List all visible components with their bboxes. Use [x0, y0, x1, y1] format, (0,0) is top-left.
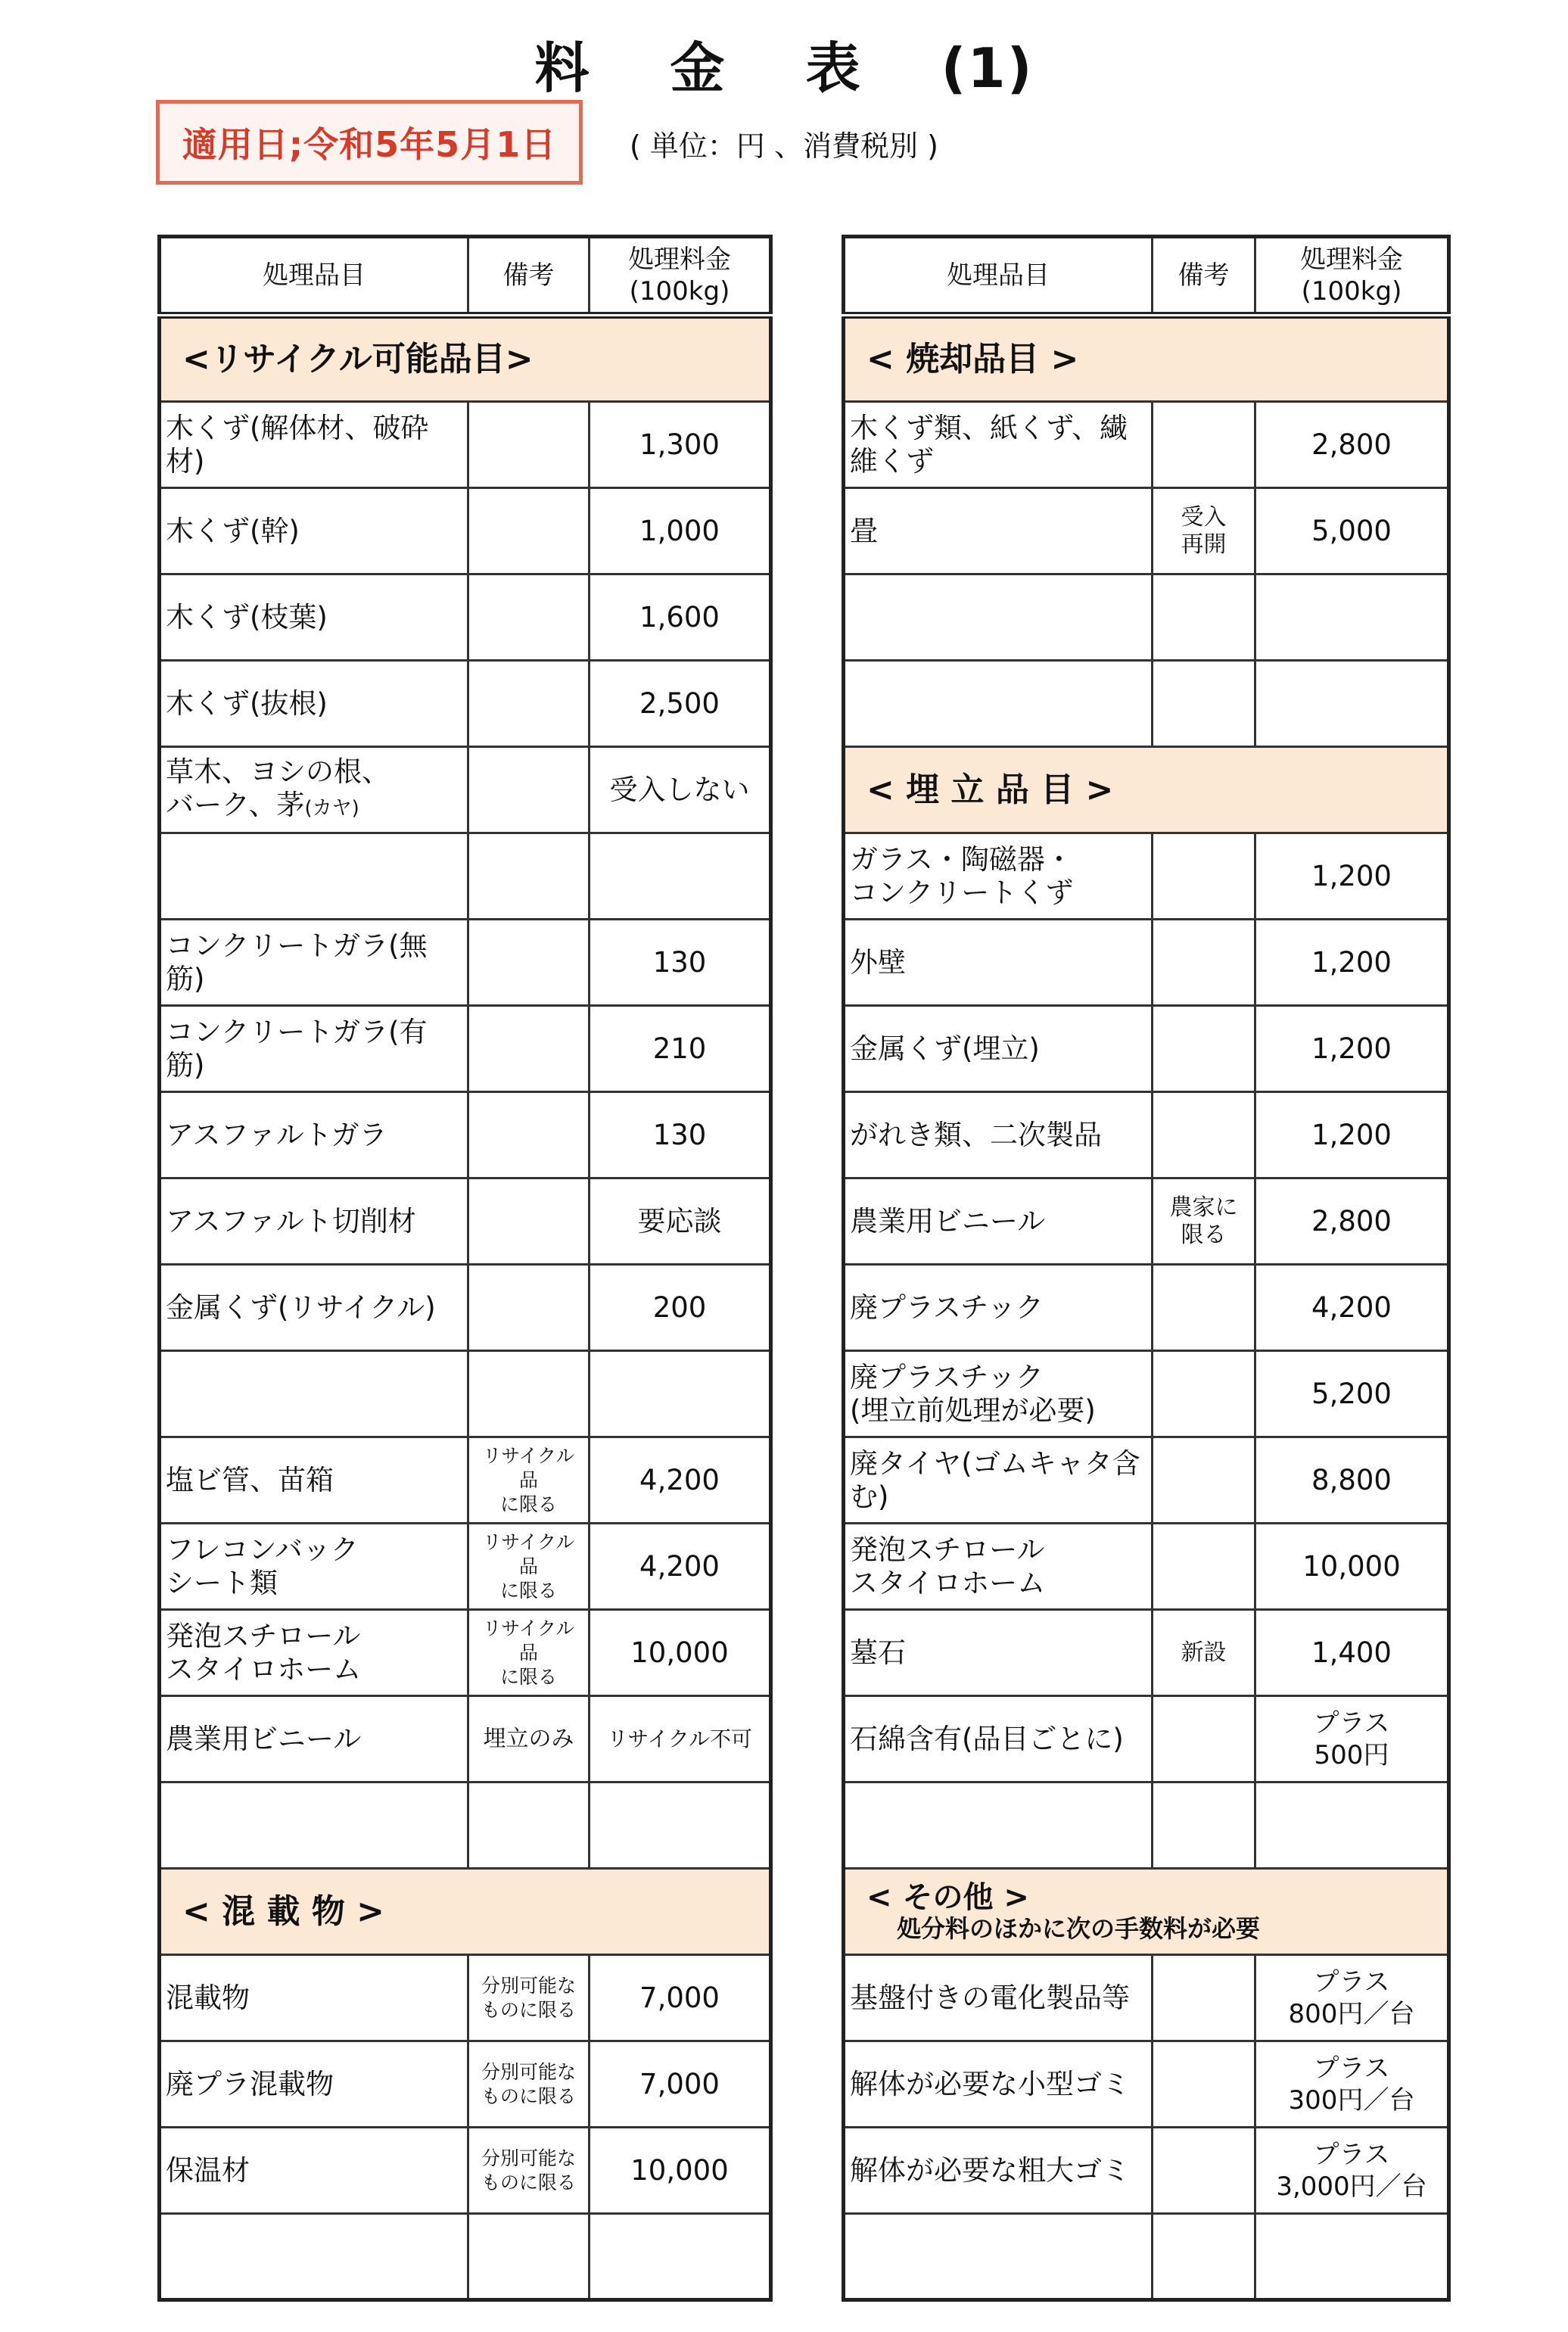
item-text: (埋立前処理が必要)	[850, 1393, 1096, 1427]
item-cell	[844, 1955, 1153, 2041]
price-text: 200	[652, 1291, 707, 1324]
table-row	[160, 920, 771, 1006]
price-text: 要応談	[637, 1204, 722, 1238]
item-cell	[160, 661, 468, 747]
item-cell	[160, 833, 468, 920]
price-text: 1,200	[1311, 859, 1392, 892]
item-cell	[160, 1610, 468, 1696]
section-other-title: < その他 >	[866, 1879, 1029, 1915]
note-cell	[468, 1006, 590, 1092]
item-cell	[844, 1696, 1153, 1782]
price-text: 5,200	[1311, 1377, 1392, 1410]
note-cell	[1153, 1006, 1255, 1092]
item-text: 木くず(解体材、破砕材)	[166, 411, 429, 478]
price-cell	[1255, 1696, 1449, 1782]
item-cell	[844, 574, 1153, 661]
item-text: 基盤付きの電化製品等	[850, 1981, 1130, 2014]
price-cell	[590, 1696, 771, 1782]
table-row	[844, 488, 1449, 574]
price-cell	[1255, 920, 1449, 1006]
table-row	[160, 2214, 771, 2300]
price-text: プラス	[1313, 2053, 1390, 2084]
item-text: 木くず(抜根)	[166, 687, 328, 720]
table-row	[160, 1092, 771, 1178]
table-row	[160, 833, 771, 920]
note-text: ものに限る	[481, 1998, 576, 2021]
item-cell	[844, 2128, 1153, 2214]
note-cell	[468, 1524, 590, 1610]
price-cell	[1255, 2214, 1449, 2300]
price-text: 1,000	[639, 514, 720, 547]
price-text: プラス	[1313, 1708, 1390, 1739]
section-incineration-title: < 焼却品目 >	[866, 340, 1079, 378]
item-text: 廃プラスチック	[850, 1291, 1044, 1324]
item-cell	[160, 1351, 468, 1437]
item-text: 農業用ビニール	[166, 1722, 362, 1755]
item-text: 木くず(幹)	[166, 514, 300, 547]
price-cell	[590, 661, 771, 747]
price-text: 130	[652, 945, 707, 979]
note-cell	[468, 1610, 590, 1696]
price-cell	[590, 1006, 771, 1092]
table-row	[844, 1955, 1449, 2041]
price-text: 10,000	[1302, 1549, 1401, 1583]
price-cell	[1255, 1610, 1449, 1696]
item-text: 金属くず(リサイクル)	[166, 1291, 436, 1324]
price-cell	[590, 1351, 771, 1437]
item-cell	[160, 402, 468, 488]
item-cell	[160, 920, 468, 1006]
note-text: に限る	[499, 1665, 557, 1688]
item-text: 保温材	[166, 2153, 250, 2187]
note-cell	[1153, 488, 1255, 574]
table-row	[160, 1006, 771, 1092]
header-price-label: 処理料金	[1300, 244, 1403, 275]
item-text: フレコンバック	[166, 1533, 359, 1566]
item-text: コンクリートくず	[850, 876, 1074, 909]
price-text: 800円／台	[1288, 1998, 1415, 2029]
table-row	[844, 2041, 1449, 2128]
price-text: 5,000	[1311, 514, 1392, 547]
note-cell	[1153, 661, 1255, 747]
note-text: ものに限る	[481, 2171, 576, 2193]
price-text: 2,500	[639, 687, 720, 720]
table-row	[844, 1782, 1449, 1869]
table-row	[844, 1006, 1449, 1092]
note-cell	[1153, 1437, 1255, 1524]
note-cell	[1153, 1610, 1255, 1696]
note-text: 農家に	[1169, 1194, 1238, 1221]
item-text: 草木、ヨシの根、	[166, 755, 390, 788]
item-text: シート類	[166, 1566, 278, 1599]
item-cell	[160, 488, 468, 574]
note-cell	[468, 1265, 590, 1351]
note-cell	[468, 747, 590, 833]
item-cell	[160, 2128, 468, 2214]
price-cell	[590, 1178, 771, 1265]
price-text: 210	[652, 1032, 707, 1065]
price-text: 300円／台	[1288, 2084, 1415, 2116]
table-row	[844, 1524, 1449, 1610]
item-cell	[844, 1092, 1153, 1178]
item-text: 廃プラスチック	[850, 1360, 1044, 1393]
table-row	[844, 1696, 1449, 1782]
section-recycle-title: <リサイクル可能品目>	[182, 340, 534, 378]
item-text: 畳	[850, 514, 878, 547]
note-cell	[468, 1782, 590, 1869]
table-row	[844, 2128, 1449, 2214]
note-text: リサイクル品	[482, 1530, 575, 1577]
price-table-left	[157, 235, 773, 2302]
note-text: 受入	[1181, 503, 1227, 531]
item-cell	[844, 920, 1153, 1006]
item-text: アスファルトガラ	[166, 1118, 387, 1151]
price-text: 7,000	[639, 1981, 720, 2014]
item-cell	[844, 1265, 1153, 1351]
note-cell	[1153, 1351, 1255, 1437]
item-cell	[160, 1524, 468, 1610]
note-text: 分別可能な	[481, 2147, 576, 2169]
section-incineration-row	[844, 316, 1449, 402]
note-cell	[468, 1178, 590, 1265]
note-cell	[468, 1351, 590, 1437]
price-text: 2,800	[1311, 428, 1392, 461]
price-cell	[590, 920, 771, 1006]
table-row	[844, 1610, 1449, 1696]
note-cell	[1153, 1782, 1255, 1869]
table-row	[844, 1437, 1449, 1524]
price-cell	[1255, 1524, 1449, 1610]
note-cell	[1153, 1092, 1255, 1178]
note-text: 新設	[1181, 1639, 1227, 1666]
item-cell	[844, 1006, 1153, 1092]
table-row	[160, 1524, 771, 1610]
note-cell	[468, 833, 590, 920]
item-cell	[160, 2041, 468, 2128]
item-text: ガラス・陶磁器・	[850, 842, 1073, 876]
price-cell	[1255, 1782, 1449, 1869]
section-other-subtitle: 処分料のほかに次の手数料が必要	[897, 1913, 1261, 1943]
price-cell	[1255, 574, 1449, 661]
price-cell	[590, 747, 771, 833]
item-cell	[844, 1178, 1153, 1265]
item-reading: (カヤ)	[304, 796, 359, 820]
note-cell	[468, 402, 590, 488]
header-row	[844, 237, 1449, 316]
table-row	[160, 1782, 771, 1869]
price-text: リサイクル不可	[606, 1726, 753, 1751]
item-text: 発泡スチロール	[850, 1533, 1045, 1566]
note-cell	[1153, 402, 1255, 488]
item-cell	[160, 1092, 468, 1178]
table-row	[160, 1351, 771, 1437]
item-cell	[160, 2214, 468, 2300]
item-cell	[844, 1524, 1153, 1610]
price-text: 1,200	[1311, 1118, 1392, 1151]
item-text: 木くず類、紙くず、繊維くず	[850, 411, 1128, 478]
table-row	[844, 574, 1449, 661]
item-cell	[160, 1265, 468, 1351]
price-cell	[1255, 2128, 1449, 2214]
item-text: 石綿含有(品目ごとに)	[850, 1722, 1124, 1755]
header-price	[590, 237, 771, 316]
price-cell	[1255, 1006, 1449, 1092]
note-text: リサイクル品	[482, 1617, 575, 1664]
item-text: 金属くず(埋立)	[850, 1032, 1040, 1065]
note-cell	[468, 1696, 590, 1782]
item-cell	[160, 1782, 468, 1869]
note-cell	[468, 920, 590, 1006]
header-item: 処理品目	[844, 237, 1153, 316]
item-cell	[160, 1955, 468, 2041]
price-text: 10,000	[630, 1636, 729, 1669]
note-cell	[468, 574, 590, 661]
price-text: 1,400	[1311, 1636, 1392, 1669]
header-row	[160, 237, 771, 316]
price-cell	[1255, 402, 1449, 488]
item-cell	[160, 1437, 468, 1524]
header-price-unit: (100kg)	[1301, 276, 1402, 307]
price-text: 受入しない	[609, 773, 750, 806]
table-row	[160, 747, 771, 833]
price-cell	[590, 2214, 771, 2300]
header-price-label: 処理料金	[628, 244, 731, 275]
page-title: 料 金 表 (1)	[534, 36, 1034, 100]
price-cell	[590, 1092, 771, 1178]
price-cell	[1255, 1092, 1449, 1178]
item-text: 木くず(枝葉)	[166, 600, 328, 634]
unit-note: ( 単位：円 、消費税別 )	[630, 129, 938, 163]
note-cell	[468, 1955, 590, 2041]
effective-date-stamp: 適用日;令和5年5月1日	[156, 100, 583, 185]
price-cell	[1255, 1351, 1449, 1437]
price-cell	[590, 1265, 771, 1351]
price-cell	[1255, 833, 1449, 920]
note-text: 再開	[1181, 531, 1227, 558]
note-cell	[1153, 2128, 1255, 2214]
item-text: がれき類、二次製品	[850, 1118, 1102, 1151]
item-cell	[844, 2041, 1153, 2128]
section-mixed-title: < 混 載 物 >	[182, 1891, 385, 1931]
price-cell	[1255, 1265, 1449, 1351]
note-text: 限る	[1181, 1221, 1227, 1248]
price-cell	[590, 574, 771, 661]
header-item: 処理品目	[160, 237, 468, 316]
section-landfill-title: < 埋 立 品 目 >	[866, 770, 1114, 809]
note-cell	[468, 1437, 590, 1524]
note-cell	[1153, 1265, 1255, 1351]
item-text: 外壁	[850, 945, 906, 979]
price-text: 1,200	[1311, 1032, 1392, 1065]
item-cell	[844, 488, 1153, 574]
note-text: 分別可能な	[481, 1974, 576, 1997]
price-cell	[1255, 1178, 1449, 1265]
price-text: 4,200	[1311, 1291, 1392, 1324]
table-row	[844, 661, 1449, 747]
section-mixed-row	[160, 1869, 771, 1955]
note-cell	[1153, 920, 1255, 1006]
item-text: コンクリートガラ(無筋)	[166, 929, 428, 995]
table-row	[160, 2128, 771, 2214]
note-text: 埋立のみ	[483, 1725, 574, 1752]
item-cell	[160, 1006, 468, 1092]
item-cell	[844, 1610, 1153, 1696]
price-cell	[590, 2041, 771, 2128]
price-text: 4,200	[639, 1463, 720, 1496]
note-text: に限る	[499, 1579, 557, 1602]
item-text: 墓石	[850, 1636, 906, 1669]
price-text: 500円	[1314, 1739, 1389, 1770]
price-text: 130	[652, 1118, 707, 1151]
item-text: コンクリートガラ(有筋)	[166, 1015, 428, 1082]
price-cell	[590, 1610, 771, 1696]
table-row	[160, 2041, 771, 2128]
note-text: 分別可能な	[481, 2060, 576, 2083]
section-other	[844, 1869, 1449, 1955]
item-cell	[844, 1437, 1153, 1524]
item-cell	[844, 402, 1153, 488]
note-cell	[1153, 1178, 1255, 1265]
item-text: 廃プラ混載物	[166, 2067, 334, 2100]
item-cell	[160, 574, 468, 661]
table-row	[160, 1265, 771, 1351]
note-cell	[468, 661, 590, 747]
item-cell	[160, 747, 468, 833]
price-text: プラス	[1313, 2139, 1390, 2170]
note-cell	[468, 1092, 590, 1178]
header-note: 備考	[1153, 237, 1255, 316]
section-incineration	[844, 316, 1449, 402]
price-text: 1,200	[1311, 945, 1392, 979]
note-cell	[468, 488, 590, 574]
table-row	[844, 402, 1449, 488]
item-cell	[844, 1782, 1153, 1869]
note-cell	[1153, 1696, 1255, 1782]
section-recycle-row	[160, 316, 771, 402]
item-text: 発泡スチロール	[166, 1619, 361, 1652]
item-cell	[160, 1178, 468, 1265]
item-text: 塩ビ管、苗箱	[166, 1463, 334, 1496]
note-text: リサイクル品	[482, 1444, 575, 1491]
price-cell	[590, 833, 771, 920]
table-row	[160, 1178, 771, 1265]
item-text: アスファルト切削材	[166, 1204, 416, 1238]
price-text: 2,800	[1311, 1204, 1392, 1238]
table-row	[844, 2214, 1449, 2300]
item-text: 廃タイヤ(ゴムキャタ含む)	[850, 1446, 1140, 1513]
table-row	[160, 1437, 771, 1524]
price-cell	[590, 1782, 771, 1869]
price-cell	[590, 1524, 771, 1610]
note-cell	[1153, 574, 1255, 661]
price-cell	[590, 402, 771, 488]
table-row	[160, 661, 771, 747]
price-text: 8,800	[1311, 1463, 1392, 1496]
table-row	[844, 920, 1449, 1006]
table-row	[844, 1092, 1449, 1178]
price-cell	[1255, 661, 1449, 747]
price-text: 1,300	[639, 428, 720, 461]
table-row	[160, 402, 771, 488]
price-cell	[1255, 1955, 1449, 2041]
section-other-row	[844, 1869, 1449, 1955]
price-text: 3,000円／台	[1276, 2171, 1427, 2202]
item-text: バーク、茅	[166, 788, 305, 821]
table-row	[844, 1351, 1449, 1437]
price-cell	[1255, 488, 1449, 574]
price-cell	[1255, 1437, 1449, 1524]
note-cell	[1153, 833, 1255, 920]
note-cell	[1153, 1524, 1255, 1610]
price-cell	[590, 488, 771, 574]
item-text: スタイロホーム	[850, 1566, 1046, 1599]
item-cell	[844, 2214, 1153, 2300]
price-text: 10,000	[630, 2153, 729, 2187]
item-text: スタイロホーム	[166, 1652, 362, 1686]
table-row	[160, 574, 771, 661]
note-cell	[468, 2041, 590, 2128]
section-recycle	[160, 316, 771, 402]
item-text: 解体が必要な粗大ゴミ	[850, 2153, 1130, 2187]
section-landfill-row	[844, 747, 1449, 833]
note-cell	[468, 2128, 590, 2214]
item-cell	[844, 661, 1153, 747]
header-note: 備考	[468, 237, 590, 316]
note-cell	[1153, 2041, 1255, 2128]
header-price-unit: (100kg)	[629, 276, 730, 307]
price-text: 4,200	[639, 1549, 720, 1583]
item-cell	[844, 833, 1153, 920]
note-cell	[1153, 2214, 1255, 2300]
price-cell	[590, 1437, 771, 1524]
price-table-right	[842, 235, 1451, 2302]
item-text: 混載物	[166, 1981, 250, 2014]
section-landfill	[844, 747, 1449, 833]
price-text: プラス	[1313, 1966, 1390, 1997]
table-row	[844, 833, 1449, 920]
table-row	[160, 1610, 771, 1696]
note-text: ものに限る	[481, 2084, 576, 2107]
price-cell	[590, 1955, 771, 2041]
table-row	[160, 1955, 771, 2041]
table-row	[160, 1696, 771, 1782]
table-row	[160, 488, 771, 574]
price-text: 1,600	[639, 600, 720, 634]
note-cell	[1153, 1955, 1255, 2041]
item-text: 農業用ビニール	[850, 1204, 1046, 1238]
table-row	[844, 1265, 1449, 1351]
table-row	[844, 1178, 1449, 1265]
price-cell	[590, 2128, 771, 2214]
price-text: 7,000	[639, 2067, 720, 2100]
note-cell	[468, 2214, 590, 2300]
header-price	[1255, 237, 1449, 316]
item-text: 解体が必要な小型ゴミ	[850, 2067, 1130, 2100]
item-cell	[844, 1351, 1153, 1437]
note-text: に限る	[499, 1493, 557, 1515]
price-cell	[1255, 2041, 1449, 2128]
section-mixed	[160, 1869, 771, 1955]
item-cell	[160, 1696, 468, 1782]
